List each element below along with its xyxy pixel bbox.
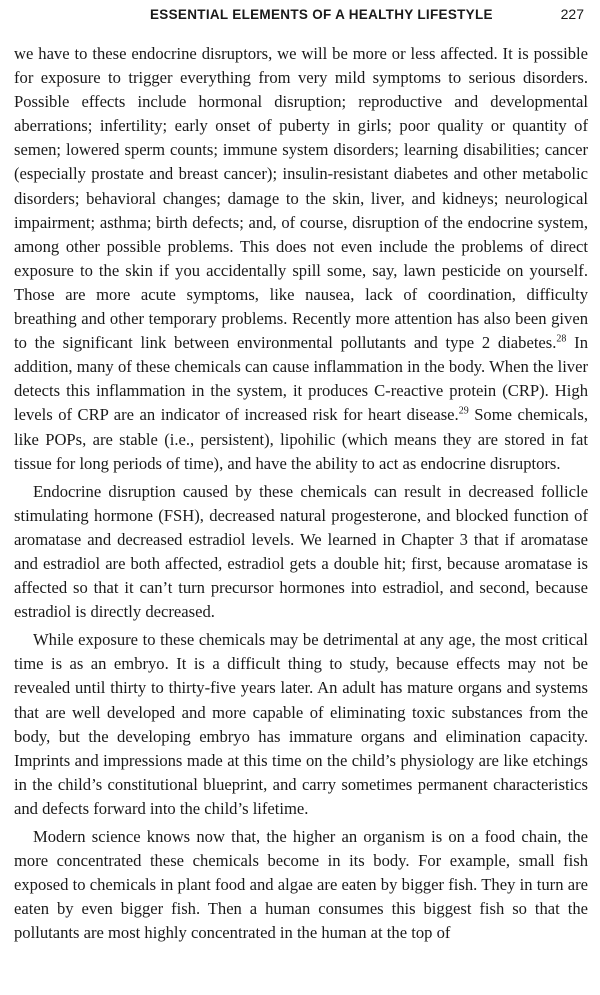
text-run: In addition, many of these chemicals can cause inflammation in the body. When the liver detects this inflammation in the system, it produces C-reactive protein (CRP). High levels of CRP are an indicator of increased risk for heart disease. <box>14 333 588 425</box>
text-run: Modern science knows now that, the higher an organism is on a food chain, the more concentrated these chemicals become in its body. For example, small fish exposed to chemicals in plant food and algae are eaten by bigger fish. They in turn are eaten by even bigger fish. Then a human consumes this biggest fish so that the pollutants are most highly concentrated in the human at the top of <box>14 827 588 943</box>
paragraph <box>14 825 588 945</box>
text-run: we have to these endocrine disruptors, we will be more or less affected. It is possible for exposure to trigger everything from very mild symptoms to serious disorders. Possible effects include hormonal disruption; reproductive and developmental aberrations; infertility; early onset of puberty in girls; poor quality or quantity of semen; lowered sperm counts; immune system disorders; learning disabilities; cancer (especially prostate and breast cancer); insulin-resistant diabetes and other metabolic disorders; behavioral changes; damage to the skin, liver, and kidneys; neurological impairment; asthma; birth defects; and, of course, disruption of the endocrine system, among other possible problems. This does not even include the problems of direct exposure to the skin if you accidentally spill some, say, lawn pesticide on yourself. Those are more acute symptoms, like nausea, lack of coordination, difficulty breathing and other temporary problems. Recently more attention has also been given to the significant link between environmental pollutants and type 2 diabetes. <box>14 44 588 353</box>
paragraph <box>14 628 588 821</box>
running-head <box>14 0 588 34</box>
text-run: Endocrine disruption caused by these chemicals can result in decreased follicle stimulating hormone (FSH), decreased natural progesterone, and blocked function of aromatase and decreased estradiol levels. We learned in Chapter 3 that if aromatase and estradiol are both affected, estradiol gets a double hit; first, because aromatase is affected so that it can’t turn precursor hormones into estradiol, and second, because estradiol is directly decreased. <box>14 481 588 622</box>
running-title: ESSENTIAL ELEMENTS OF A HEALTHY LIFESTYLE <box>150 7 493 22</box>
text-run: Some chemicals, like POPs, are stable (i.e., persistent), lipohilic (which means they are stored in fat tissue for long periods of time), and have the ability to act as endocrine disruptors. <box>14 405 588 473</box>
paragraph <box>14 42 588 476</box>
text-run: While exposure to these chemicals may be detrimental at any age, the most critical time is as an embryo. It is a difficult thing to study, because effects may not be revealed until thirty to thirty-five years later. An adult has mature organs and systems that are well developed and more capable of eliminating toxic substances from the body, but the developing embryo has immature organs and elimination capacity. Imprints and impressions made at this time on the child’s physiology are like etchings in the child’s constitutional blueprint, and carry sometimes permanent characteristics and defects forward into the child’s lifetime. <box>14 630 588 818</box>
footnote-reference: 28 <box>556 333 567 345</box>
page-number: 227 <box>560 6 584 22</box>
footnote-reference: 29 <box>458 405 469 417</box>
paragraph <box>14 480 588 625</box>
body-text <box>14 42 588 945</box>
